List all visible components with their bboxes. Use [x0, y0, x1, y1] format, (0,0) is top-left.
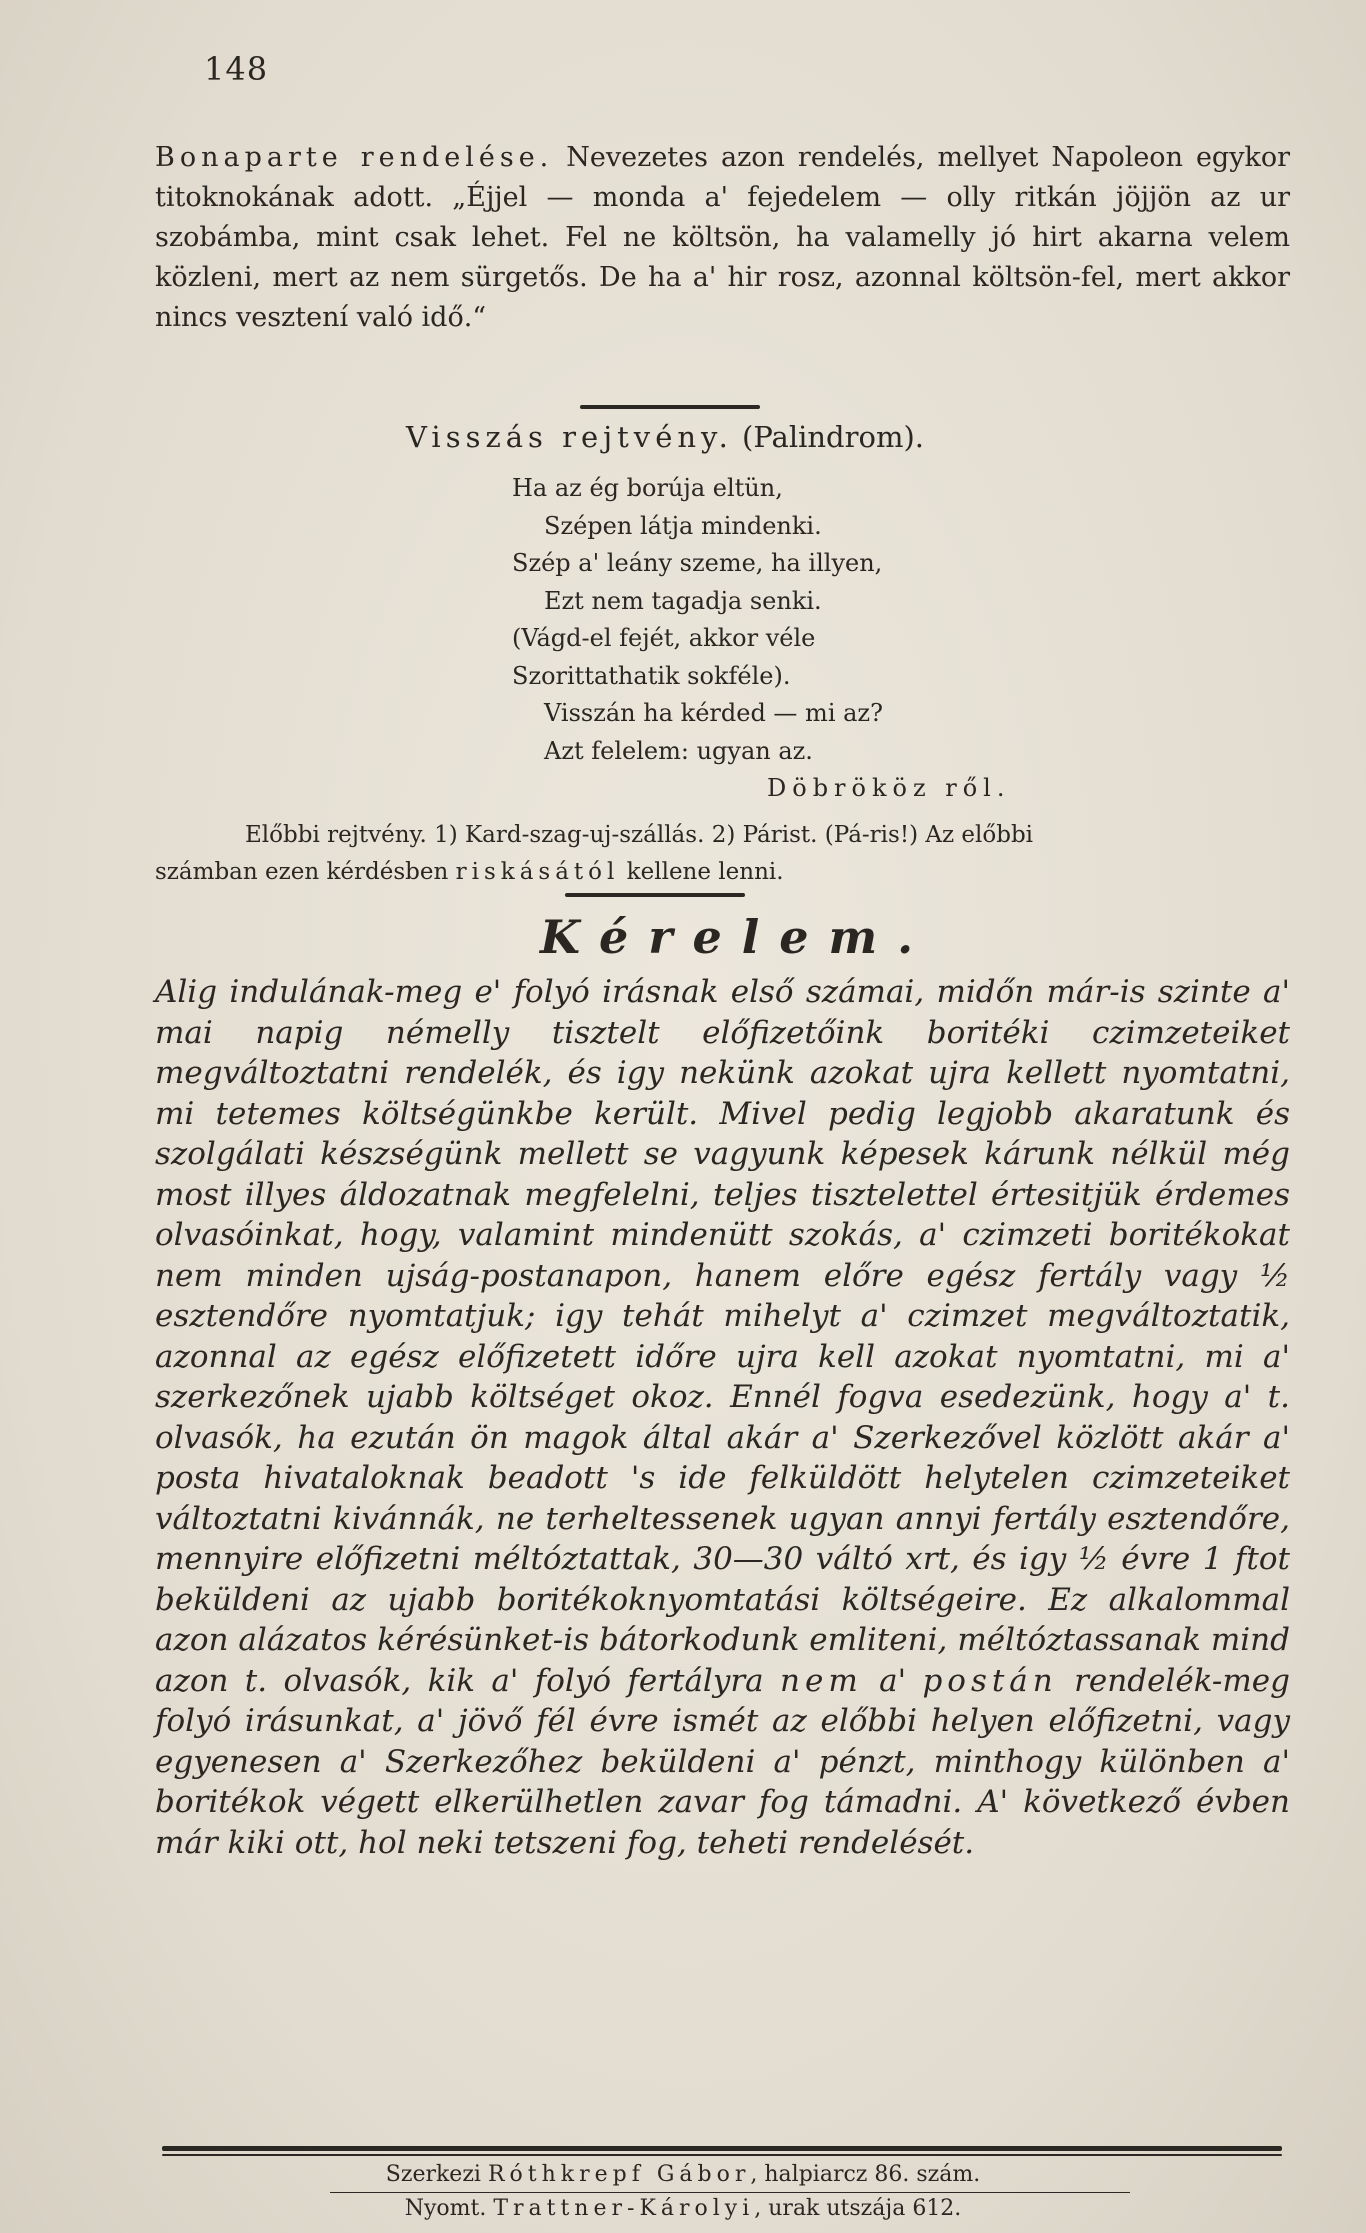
editor-name: Róthkrepf Gábor [487, 2162, 751, 2187]
printer-imprint [0, 2196, 1366, 2221]
footer-rule-thick [162, 2146, 1282, 2151]
kerelem-text: Alig indulának-meg e' folyó irásnak első számai, midőn már-is szinte a' mai napig némelly tisztelt előfizetőink boritéki czimzeteiket megváltoztatni rendelék, és igy nekünk azokat ujra kellett nyomtatni, mi tetemes költségünkbe került. Mivel pedig legjobb akaratunk és szolgálati készségünk mellett se vagyunk képesek kárunk nélkül még most illyes áldozatnak megfelelni, teljes tisztelettel értesitjük érdemes olvasóinkat, hogy, valamint mindenütt szokás, a' czimzeti boritékokat nem minden ujság-postanapon, hanem előre egész fertály vagy ½ esztendőre nyomtatjuk; igy tehát mihelyt a' czimzet megváltoztatik, azonnal az egész előfizetett időre ujra kell azokat nyomtatni, mi a' szerkezőnek ujabb költséget okoz. Ennél fogva esedezünk, hogy a' t. olvasók, ha ezután ön magok által akár a' Szerkezővel közlött akár a' posta hivataloknak beadott 's ide felküldött helytelen czimzeteiket változtatni kivánnák, ne terheltessenek ugyan annyi fertály esztendőre, mennyire előfizetni méltóztattak, 30—30 váltó xrt, és igy ½ évre 1 ftot beküldeni az ujabb boritékoknyomtatási költségeire. Ez alkalommal azon alázatos kérésünket-is bátorkodunk emliteni, méltóztassanak mind azon t. olvasók, kik a' folyó fertályra [155, 974, 1290, 1699]
puzzle-title-spaced: Visszás rejtvény. [406, 420, 733, 454]
bonaparte-paragraph [155, 138, 1290, 338]
puzzle-title-rest: (Palindrom). [732, 420, 924, 454]
bonaparte-article [155, 138, 1290, 338]
imprint-text: , halpiarcz 86. szám. [750, 2162, 981, 2187]
puzzle-poem [512, 470, 1010, 808]
imprint-text: Szerkezi [385, 2162, 488, 2187]
poem-line: Szorittathatik sokféle). [512, 661, 791, 690]
kerelem-spaced-word: nem [780, 1662, 863, 1699]
poem-signature: Döbrököz ről. [767, 774, 1011, 802]
previous-puzzle-answer [155, 817, 1290, 891]
imprint-text: , urak utszája 612. [754, 2196, 962, 2221]
page-number: 148 [204, 50, 269, 88]
answer-text: kellene lenni. [619, 859, 784, 885]
kerelem-text: rendelék-meg folyó irásunkat, a' jövő fél évre ismét az előbbi helyen előfizetni, vagy egyenesen a' Szerkezőhez beküldeni a' pénzt, minthogy különben a' boritékok végett elkerülhetlen zavar fog támadni. A' következő évben már kiki ott, hol neki tetszeni fog, teheti rendelését. [155, 1662, 1290, 1861]
section-divider [580, 405, 760, 409]
poem-line: Azt felelem: ugyan az. [544, 736, 813, 765]
answer-text: számban ezen kérdésben [155, 859, 456, 885]
poem-line: (Vágd-el fejét, akkor véle [512, 624, 816, 652]
footer-rule-thin [162, 2154, 1282, 2156]
answer-line [155, 854, 1290, 891]
answer-spaced-word: riskásától [455, 859, 620, 885]
section-divider [565, 893, 745, 897]
kerelem-article [155, 972, 1290, 1863]
answer-line: Előbbi rejtvény. 1) Kard-szag-uj-szállás. 2) Párist. (Pá-ris!) Az előbbi [245, 822, 1034, 848]
poem-line: Szépen látja mindenki. [544, 511, 822, 540]
kerelem-title: Kérelem. [540, 910, 934, 964]
poem-line: Szép a' leány szeme, ha illyen, [512, 549, 883, 577]
kerelem-spaced-word: postán [922, 1662, 1058, 1699]
printer-name: Trattner-Károlyi [493, 2196, 755, 2221]
kerelem-text: a' [862, 1662, 923, 1699]
poem-line: Ha az ég borúja eltün, [512, 474, 783, 502]
imprint-text: Nyomt. [404, 2196, 494, 2221]
puzzle-title [406, 420, 924, 454]
poem-line: Visszán ha kérded — mi az? [544, 699, 883, 727]
editor-imprint [0, 2162, 1366, 2187]
kerelem-paragraph [155, 972, 1290, 1863]
bonaparte-heading: Bonaparte rendelése. [155, 142, 554, 173]
poem-line: Ezt nem tagadja senki. [544, 586, 822, 615]
bonaparte-text: Nevezetes azon rendelés, mellyet Napoleon egykor titoknokának adott. „Éjjel — monda a' fejedelem — olly ritkán jöjjön az ur szobámba, mint csak lehet. Fel ne költsön, ha valamelly jó hirt akarna velem közleni, mert az nem sürgetős. De ha a' hir rosz, azonnal költsön-fel, mert akkor nincs vesztení való idő.“ [155, 142, 1290, 333]
imprint-divider [330, 2192, 1130, 2193]
